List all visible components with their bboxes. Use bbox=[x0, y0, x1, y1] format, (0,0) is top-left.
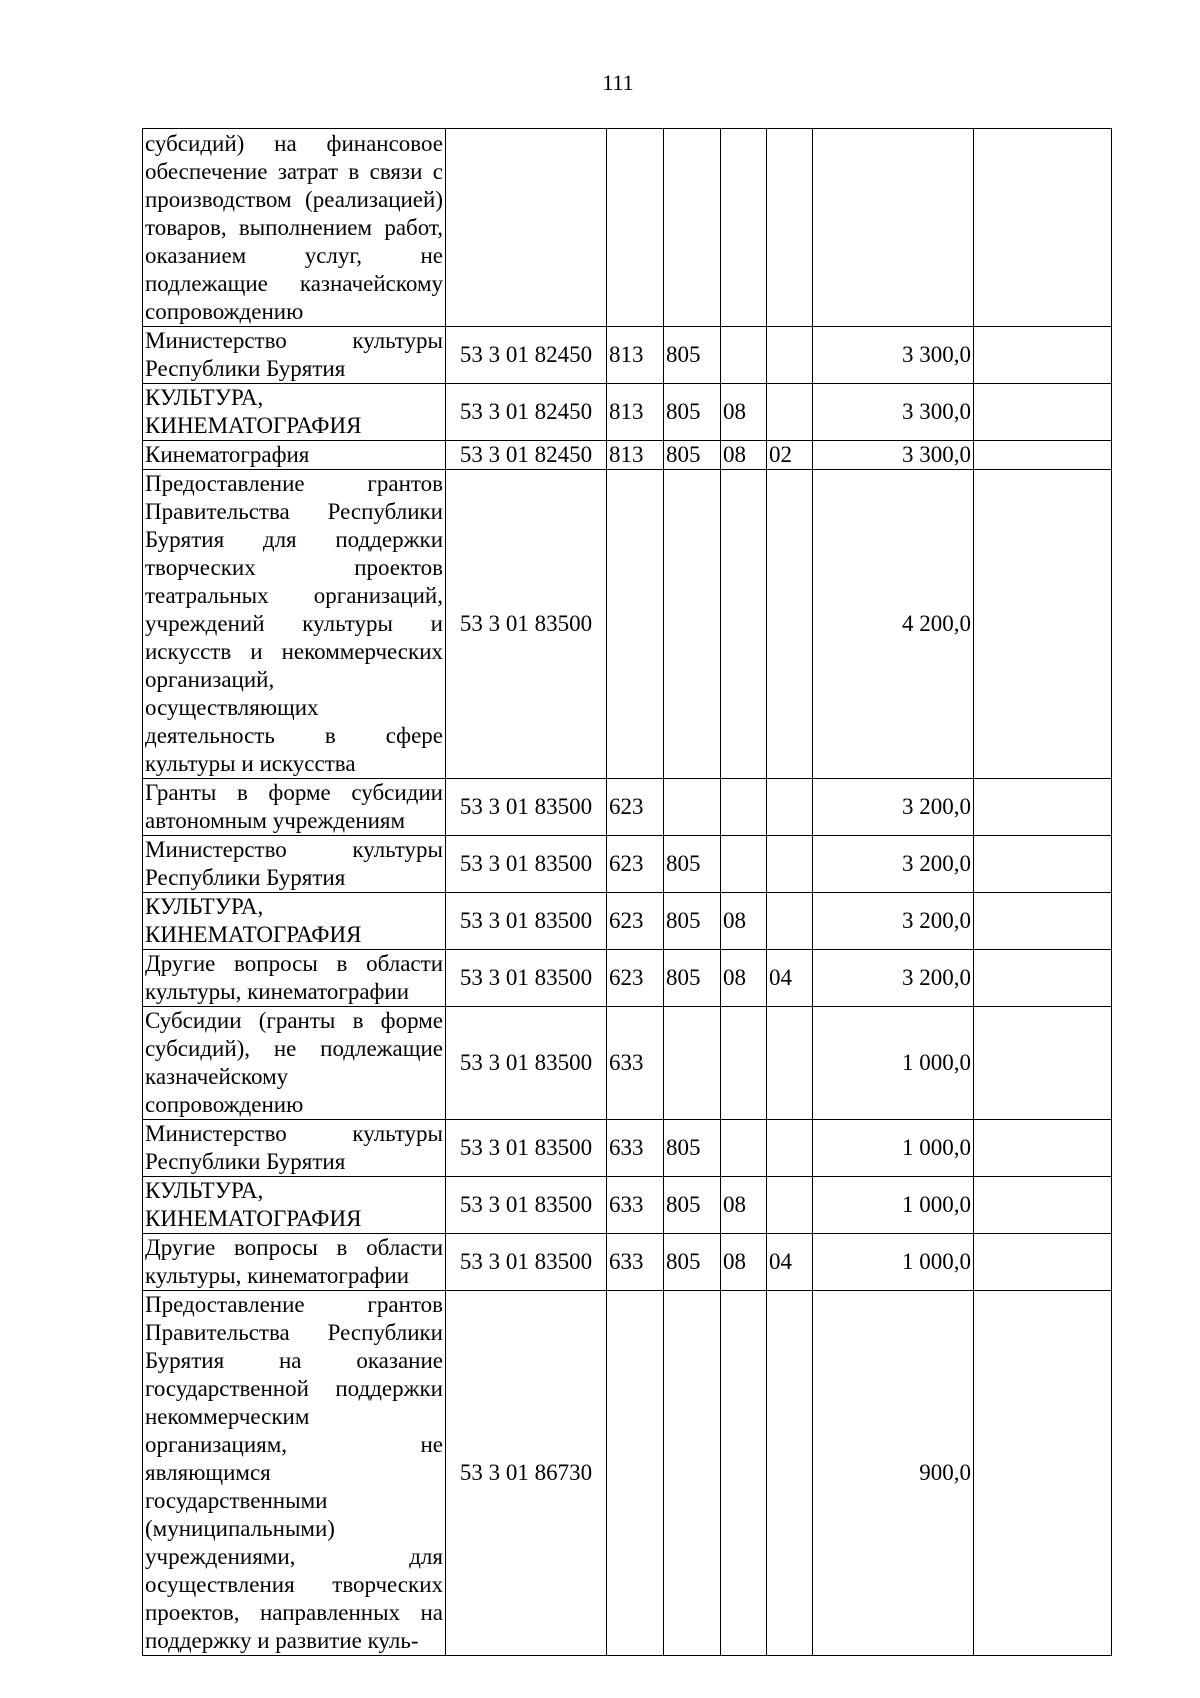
row-pr bbox=[767, 327, 813, 384]
row-name: КУЛЬТУРА, КИНЕМАТОГРАФИЯ bbox=[143, 1177, 446, 1234]
row-extra bbox=[974, 129, 1112, 327]
row-extra bbox=[974, 1007, 1112, 1120]
row-name: Другие вопросы в области культуры, кинематографии bbox=[143, 950, 446, 1007]
row-rz bbox=[721, 327, 767, 384]
row-amount: 3 300,0 bbox=[813, 441, 974, 470]
row-amount: 3 200,0 bbox=[813, 779, 974, 836]
table-row bbox=[143, 327, 1112, 384]
row-vr: 623 bbox=[607, 893, 664, 950]
row-amount: 900,0 bbox=[813, 1291, 974, 1656]
row-name: Другие вопросы в области культуры, кинематографии bbox=[143, 1234, 446, 1291]
row-pr: 02 bbox=[767, 441, 813, 470]
table-row bbox=[143, 441, 1112, 470]
row-vr: 623 bbox=[607, 836, 664, 893]
row-amount: 3 300,0 bbox=[813, 327, 974, 384]
table-row bbox=[143, 836, 1112, 893]
row-vr bbox=[607, 470, 664, 779]
row-code: 53 3 01 83500 bbox=[446, 470, 607, 779]
row-extra bbox=[974, 384, 1112, 441]
table-row bbox=[143, 1120, 1112, 1177]
row-rz bbox=[721, 470, 767, 779]
row-extra bbox=[974, 1120, 1112, 1177]
row-name: субсидий) на финансовое обеспечение затрат в связи с производством (реализацией) товаров, выполнением работ, оказанием услуг, не подлежащие казначейскому сопровождению bbox=[143, 129, 446, 327]
row-code: 53 3 01 82450 bbox=[446, 384, 607, 441]
row-amount: 1 000,0 bbox=[813, 1234, 974, 1291]
table-row bbox=[143, 384, 1112, 441]
row-grbs: 805 bbox=[664, 836, 721, 893]
row-rz: 08 bbox=[721, 1234, 767, 1291]
row-grbs: 805 bbox=[664, 950, 721, 1007]
table-row bbox=[143, 779, 1112, 836]
row-rz: 08 bbox=[721, 1177, 767, 1234]
row-rz bbox=[721, 129, 767, 327]
row-pr: 04 bbox=[767, 1234, 813, 1291]
row-vr: 813 bbox=[607, 384, 664, 441]
row-extra bbox=[974, 893, 1112, 950]
row-rz: 08 bbox=[721, 384, 767, 441]
row-rz bbox=[721, 1120, 767, 1177]
row-pr bbox=[767, 1120, 813, 1177]
row-name: Предоставление грантов Правительства Республики Бурятия для поддержки творческих проектов театральных организаций, учреждений культуры и искусств и некоммерческих организаций, осуществляющих деятельность в сфере культуры и искусства bbox=[143, 470, 446, 779]
table-row bbox=[143, 1177, 1112, 1234]
row-name: Министерство культуры Республики Бурятия bbox=[143, 1120, 446, 1177]
row-extra bbox=[974, 327, 1112, 384]
row-grbs: 805 bbox=[664, 1120, 721, 1177]
row-extra bbox=[974, 470, 1112, 779]
row-pr bbox=[767, 1177, 813, 1234]
row-name: Субсидии (гранты в форме субсидий), не подлежащие казначейскому сопровождению bbox=[143, 1007, 446, 1120]
row-code: 53 3 01 83500 bbox=[446, 1177, 607, 1234]
row-rz: 08 bbox=[721, 950, 767, 1007]
row-amount bbox=[813, 129, 974, 327]
row-grbs bbox=[664, 779, 721, 836]
row-pr bbox=[767, 836, 813, 893]
row-grbs: 805 bbox=[664, 1234, 721, 1291]
row-vr: 633 bbox=[607, 1234, 664, 1291]
row-amount: 3 200,0 bbox=[813, 836, 974, 893]
row-name: Министерство культуры Республики Бурятия bbox=[143, 836, 446, 893]
row-name: Гранты в форме субсидии автономным учреждениям bbox=[143, 779, 446, 836]
row-vr: 623 bbox=[607, 950, 664, 1007]
row-vr: 633 bbox=[607, 1007, 664, 1120]
row-rz: 08 bbox=[721, 893, 767, 950]
row-name: Министерство культуры Республики Бурятия bbox=[143, 327, 446, 384]
table-body bbox=[143, 129, 1112, 1656]
row-amount: 3 200,0 bbox=[813, 950, 974, 1007]
row-amount: 3 300,0 bbox=[813, 384, 974, 441]
row-code: 53 3 01 83500 bbox=[446, 1007, 607, 1120]
row-code: 53 3 01 83500 bbox=[446, 779, 607, 836]
row-rz bbox=[721, 779, 767, 836]
row-code: 53 3 01 83500 bbox=[446, 1120, 607, 1177]
row-grbs: 805 bbox=[664, 441, 721, 470]
row-code bbox=[446, 129, 607, 327]
row-vr bbox=[607, 1291, 664, 1656]
row-pr bbox=[767, 1007, 813, 1120]
row-extra bbox=[974, 779, 1112, 836]
row-pr bbox=[767, 893, 813, 950]
table-row bbox=[143, 893, 1112, 950]
row-code: 53 3 01 83500 bbox=[446, 950, 607, 1007]
row-name: Предоставление грантов Правительства Республики Бурятия на оказание государственной поддержки некоммерческим организациям, не являющимся государственными (муниципальными) учреждениями, для осуществления творческих проектов, направленных на поддержку и развитие куль- bbox=[143, 1291, 446, 1656]
row-extra bbox=[974, 1291, 1112, 1656]
row-grbs: 805 bbox=[664, 1177, 721, 1234]
row-name: Кинематография bbox=[143, 441, 446, 470]
row-extra bbox=[974, 950, 1112, 1007]
row-amount: 1 000,0 bbox=[813, 1120, 974, 1177]
row-vr: 813 bbox=[607, 327, 664, 384]
row-amount: 1 000,0 bbox=[813, 1007, 974, 1120]
table-row bbox=[143, 1234, 1112, 1291]
row-extra bbox=[974, 836, 1112, 893]
row-grbs: 805 bbox=[664, 327, 721, 384]
row-grbs bbox=[664, 1007, 721, 1120]
row-grbs bbox=[664, 129, 721, 327]
budget-table bbox=[142, 128, 1112, 1656]
row-pr bbox=[767, 779, 813, 836]
row-grbs bbox=[664, 1291, 721, 1656]
row-amount: 3 200,0 bbox=[813, 893, 974, 950]
table-row bbox=[143, 950, 1112, 1007]
row-code: 53 3 01 83500 bbox=[446, 893, 607, 950]
row-pr bbox=[767, 129, 813, 327]
row-name: КУЛЬТУРА, КИНЕМАТОГРАФИЯ bbox=[143, 893, 446, 950]
row-vr bbox=[607, 129, 664, 327]
table-row bbox=[143, 129, 1112, 327]
row-vr: 633 bbox=[607, 1120, 664, 1177]
row-vr: 813 bbox=[607, 441, 664, 470]
row-rz bbox=[721, 1007, 767, 1120]
row-rz: 08 bbox=[721, 441, 767, 470]
row-grbs: 805 bbox=[664, 893, 721, 950]
row-rz bbox=[721, 1291, 767, 1656]
row-amount: 1 000,0 bbox=[813, 1177, 974, 1234]
row-pr: 04 bbox=[767, 950, 813, 1007]
row-code: 53 3 01 83500 bbox=[446, 1234, 607, 1291]
row-code: 53 3 01 82450 bbox=[446, 327, 607, 384]
row-extra bbox=[974, 441, 1112, 470]
row-vr: 623 bbox=[607, 779, 664, 836]
table-row bbox=[143, 470, 1112, 779]
row-rz bbox=[721, 836, 767, 893]
row-pr bbox=[767, 470, 813, 779]
table-row bbox=[143, 1291, 1112, 1656]
row-amount: 4 200,0 bbox=[813, 470, 974, 779]
row-code: 53 3 01 83500 bbox=[446, 836, 607, 893]
row-grbs bbox=[664, 470, 721, 779]
row-extra bbox=[974, 1234, 1112, 1291]
row-vr: 633 bbox=[607, 1177, 664, 1234]
row-code: 53 3 01 82450 bbox=[446, 441, 607, 470]
row-extra bbox=[974, 1177, 1112, 1234]
row-pr bbox=[767, 1291, 813, 1656]
row-name: КУЛЬТУРА, КИНЕМАТОГРАФИЯ bbox=[143, 384, 446, 441]
row-code: 53 3 01 86730 bbox=[446, 1291, 607, 1656]
page-number: 111 bbox=[602, 70, 634, 95]
table-row bbox=[143, 1007, 1112, 1120]
row-pr bbox=[767, 384, 813, 441]
row-grbs: 805 bbox=[664, 384, 721, 441]
